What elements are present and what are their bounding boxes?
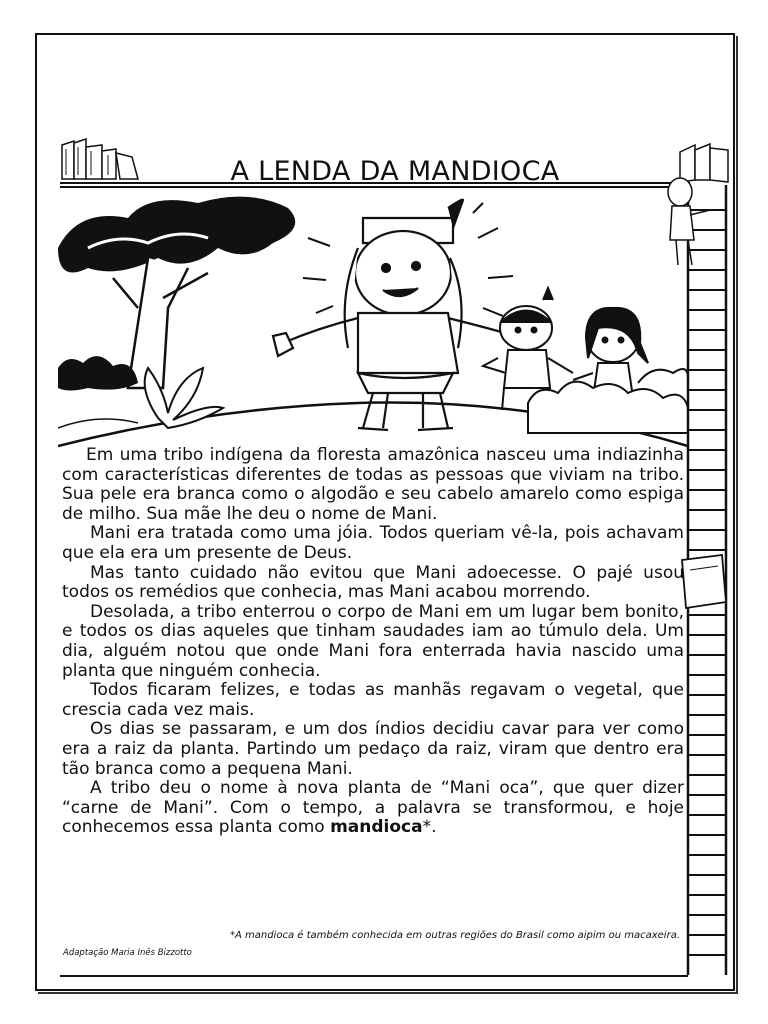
paragraph-3: Mas tanto cuidado não evitou que Mani adoecesse. O pajé usou todos os remédios que conhecia, mas Mani acabou morrendo. bbox=[62, 562, 684, 603]
paragraph-6: Os dias se passaram, e um dos índios decidiu cavar para ver como era a raiz da planta. Partindo um pedaço da raiz, viram que dentro era tão branca como a pequena Mani. bbox=[62, 719, 684, 779]
illustration bbox=[58, 188, 688, 450]
bottom-divider bbox=[60, 975, 688, 979]
paragraph-7-end: *. bbox=[422, 817, 437, 838]
paragraph-1: Em uma tribo indígena da floresta amazônica nasceu uma indiazinha com características diferentes de todas as pessoas que viviam na tribo. Sua pele era branca como o algodão e seu cabelo amarelo como espiga de milho. Sua mãe lhe deu o nome de Mani. bbox=[62, 445, 684, 524]
books-icon bbox=[58, 135, 148, 183]
credit: Adaptação Maria Inês Bizzotto bbox=[63, 948, 192, 958]
paragraph-5: Todos ficaram felizes, e todas as manhãs regavam o vegetal, que crescia cada vez mais. bbox=[62, 680, 684, 720]
book-icon bbox=[682, 555, 726, 608]
story-text bbox=[62, 446, 684, 838]
page-title: A LENDA DA MANDIOCA bbox=[230, 156, 560, 188]
footnote: *A mandioca é também conhecida em outras regiões do Brasil como aipim ou macaxeira. bbox=[229, 930, 680, 941]
paragraph-7 bbox=[62, 779, 684, 838]
paragraph-4: Desolada, a tribo enterrou o corpo de Mani em um lugar bem bonito, e todos os dias aqueles que tinham saudades iam ao túmulo dela. Um dia, alguém notou que onde Mani fora enterrada havia nascido uma planta que ninguém conhecia. bbox=[62, 601, 684, 681]
bush-left bbox=[58, 356, 138, 390]
mandioca-bold: mandioca bbox=[330, 817, 423, 838]
paragraph-7-text: A tribo deu o nome à nova planta de “Mani oca”, que quer dizer “carne de Mani”. Com o tempo, a palavra se transformou, e hoje conhecemos essa planta como bbox=[62, 778, 684, 838]
mani-character bbox=[273, 200, 528, 430]
paragraph-2: Mani era tratada como uma jóia. Todos queriam vê-la, pois achavam que ela era um presente de Deus. bbox=[62, 523, 684, 563]
